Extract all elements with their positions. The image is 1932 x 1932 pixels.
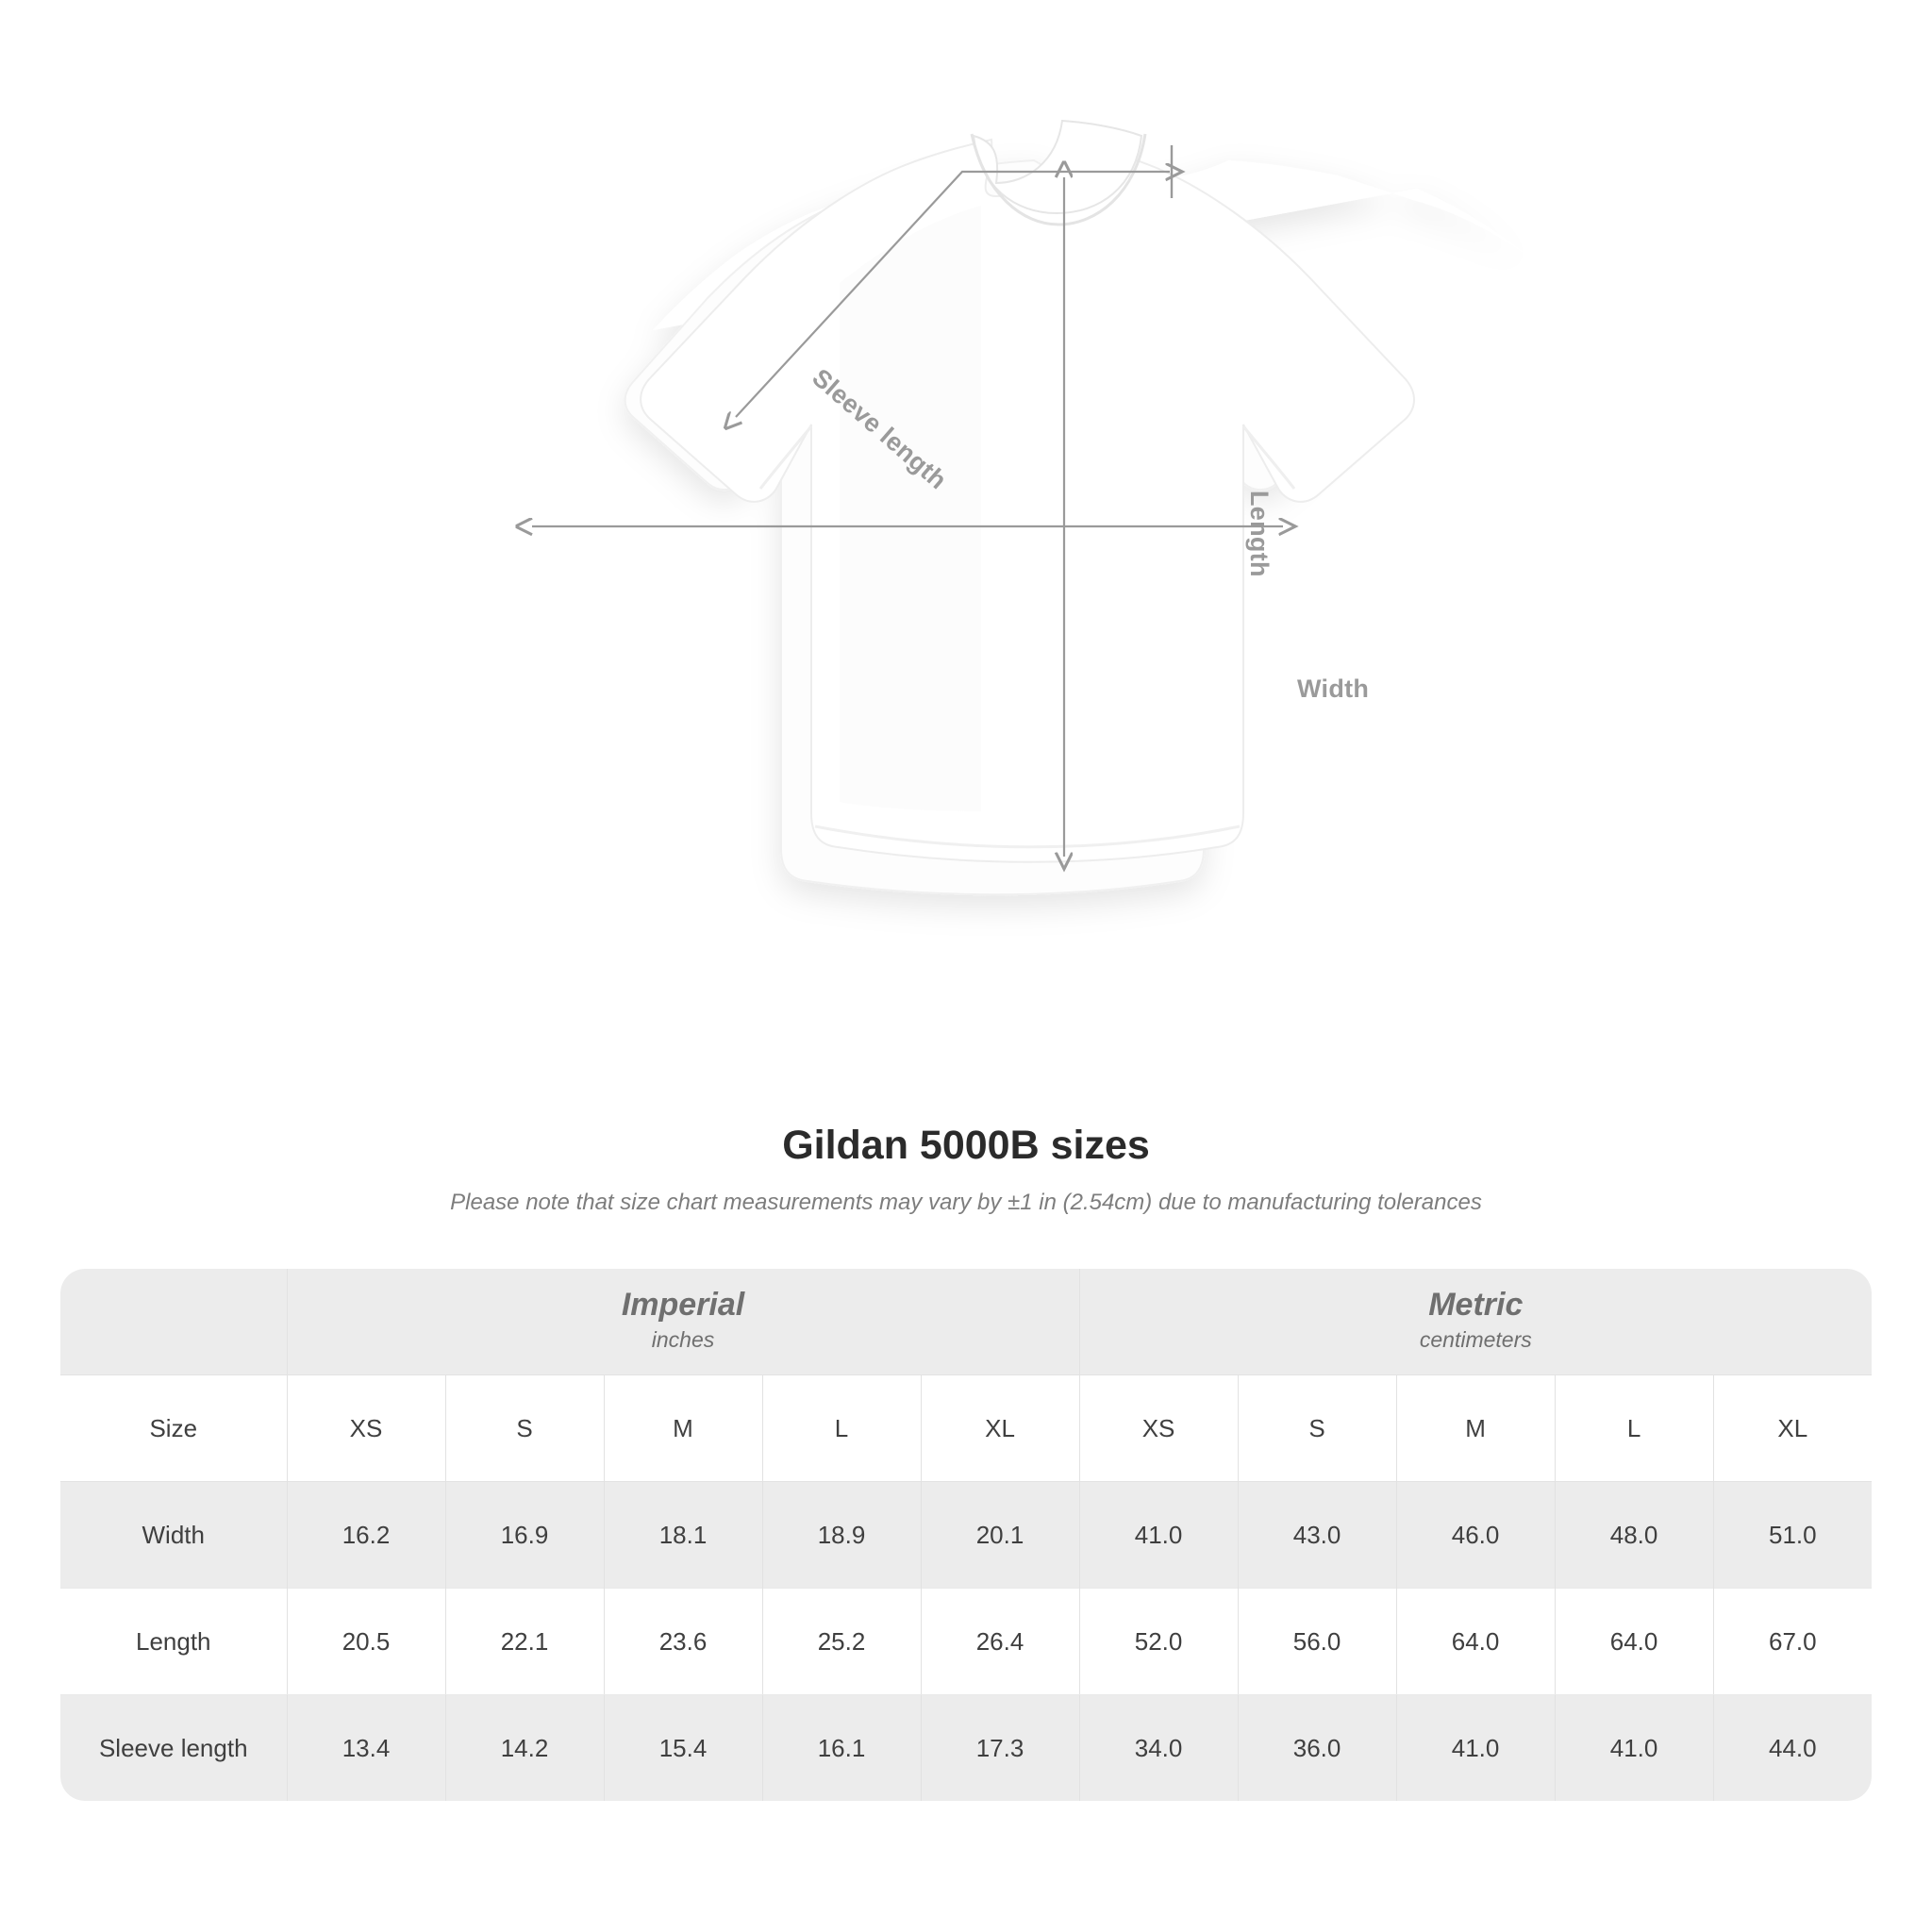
cell-width-xs-metric: 41.0	[1079, 1482, 1238, 1589]
cell-sleeve-m-metric: 41.0	[1396, 1695, 1555, 1802]
row-label-width: Width	[60, 1482, 287, 1589]
tshirt-svg	[396, 113, 1528, 1085]
unit-group-imperial	[287, 1269, 1079, 1375]
unit-group-imperial-name: Imperial	[621, 1287, 745, 1324]
unit-group-metric-sub: centimeters	[1419, 1327, 1532, 1353]
size-header-cell-l-imperial: L	[762, 1375, 921, 1482]
cell-width-m-imperial: 18.1	[604, 1482, 762, 1589]
width-label: Width	[1297, 675, 1370, 703]
cell-sleeve-s-imperial: 14.2	[445, 1695, 604, 1802]
cell-sleeve-l-imperial: 16.1	[762, 1695, 921, 1802]
cell-length-s-metric: 56.0	[1238, 1589, 1396, 1695]
cell-length-xl-imperial: 26.4	[921, 1589, 1079, 1695]
cell-sleeve-xs-metric: 34.0	[1079, 1695, 1238, 1802]
cell-sleeve-l-metric: 41.0	[1555, 1695, 1713, 1802]
size-table-wrapper	[60, 1269, 1872, 1801]
row-label-sleeve-length: Sleeve length	[60, 1695, 287, 1802]
size-header-cell-l-metric: L	[1555, 1375, 1713, 1482]
size-header-cell-s-metric: S	[1238, 1375, 1396, 1482]
tshirt-outline-detail	[641, 121, 1414, 862]
cell-length-xs-imperial: 20.5	[287, 1589, 445, 1695]
cell-width-l-metric: 48.0	[1555, 1482, 1713, 1589]
cell-width-s-metric: 43.0	[1238, 1482, 1396, 1589]
cell-length-l-metric: 64.0	[1555, 1589, 1713, 1695]
cell-width-s-imperial: 16.9	[445, 1482, 604, 1589]
size-header-cell-s-imperial: S	[445, 1375, 604, 1482]
cell-length-m-imperial: 23.6	[604, 1589, 762, 1695]
cell-length-s-imperial: 22.1	[445, 1589, 604, 1695]
table-row	[60, 1589, 1872, 1695]
cell-width-xl-metric: 51.0	[1713, 1482, 1872, 1589]
size-header-cell-xl-imperial: XL	[921, 1375, 1079, 1482]
cell-sleeve-xs-imperial: 13.4	[287, 1695, 445, 1802]
size-header-label: Size	[60, 1375, 287, 1482]
cell-width-xl-imperial: 20.1	[921, 1482, 1079, 1589]
cell-width-l-imperial: 18.9	[762, 1482, 921, 1589]
size-header-row	[60, 1375, 1872, 1482]
length-label: Length	[1245, 491, 1274, 577]
cell-sleeve-xl-imperial: 17.3	[921, 1695, 1079, 1802]
cell-length-l-imperial: 25.2	[762, 1589, 921, 1695]
table-row	[60, 1695, 1872, 1802]
size-header-cell-xs-imperial: XS	[287, 1375, 445, 1482]
cell-length-xs-metric: 52.0	[1079, 1589, 1238, 1695]
cell-sleeve-m-imperial: 15.4	[604, 1695, 762, 1802]
cell-length-m-metric: 64.0	[1396, 1589, 1555, 1695]
size-header-cell-m-imperial: M	[604, 1375, 762, 1482]
unit-header-corner	[60, 1269, 287, 1375]
unit-group-imperial-sub: inches	[651, 1327, 715, 1353]
tolerance-note: Please note that size chart measurements may vary by ±1 in (2.54cm) due to manufacturing tolerances	[450, 1190, 1482, 1215]
unit-header-row	[60, 1269, 1872, 1375]
sleeve-length-label: Sleeve length	[807, 363, 953, 495]
tshirt-graphic	[396, 113, 1528, 1085]
unit-group-metric-name: Metric	[1428, 1287, 1524, 1324]
cell-width-xs-imperial: 16.2	[287, 1482, 445, 1589]
chart-heading-block	[0, 1123, 1932, 1216]
size-header-cell-m-metric: M	[1396, 1375, 1555, 1482]
cell-width-m-metric: 46.0	[1396, 1482, 1555, 1589]
unit-group-metric	[1079, 1269, 1872, 1375]
cell-length-xl-metric: 67.0	[1713, 1589, 1872, 1695]
size-table	[60, 1269, 1872, 1801]
cell-sleeve-s-metric: 36.0	[1238, 1695, 1396, 1802]
row-label-length: Length	[60, 1589, 287, 1695]
page-title: Gildan 5000B sizes	[782, 1123, 1150, 1168]
size-header-cell-xl-metric: XL	[1713, 1375, 1872, 1482]
cell-sleeve-xl-metric: 44.0	[1713, 1695, 1872, 1802]
size-header-cell-xs-metric: XS	[1079, 1375, 1238, 1482]
table-row	[60, 1482, 1872, 1589]
